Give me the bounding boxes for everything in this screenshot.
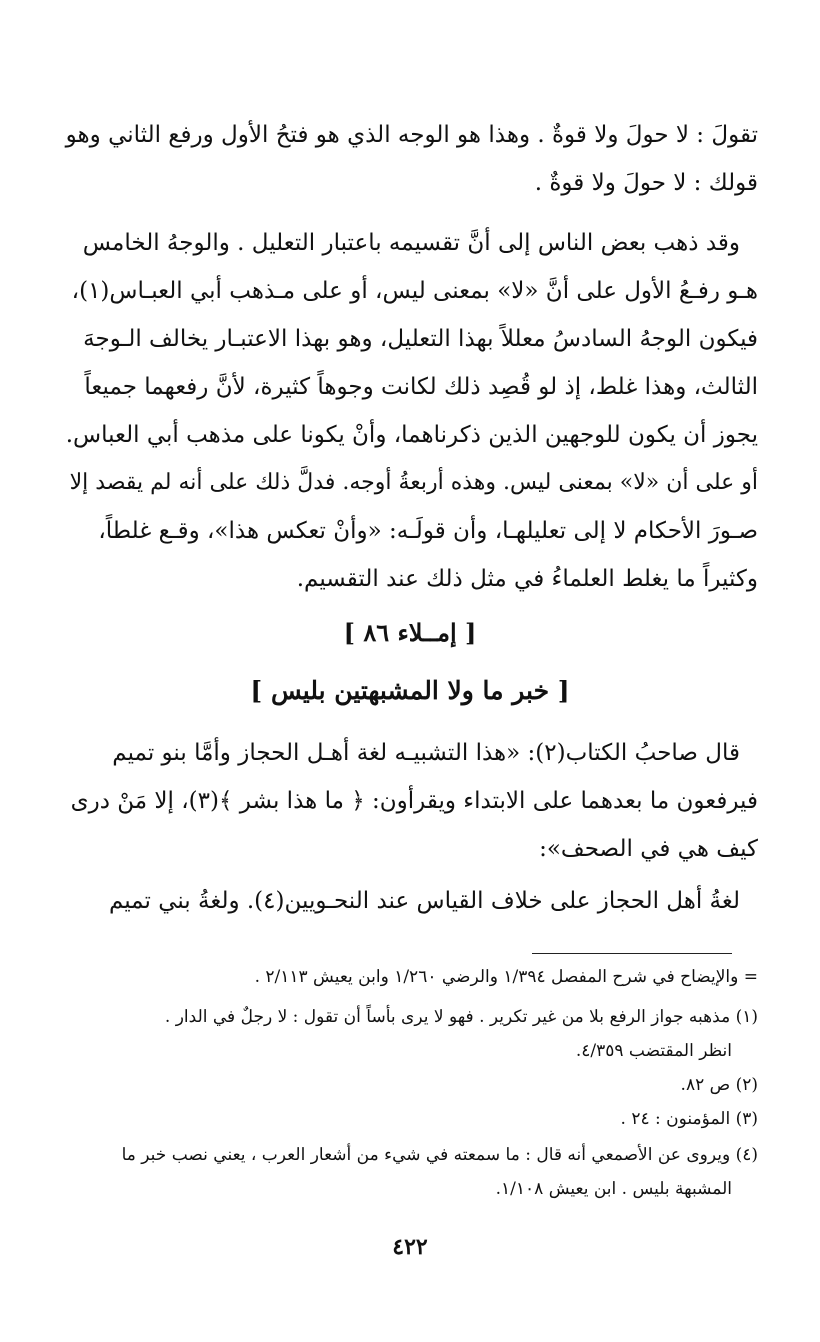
- body-line: الثالث، وهذا غلط، إذ لو قُصِد ذلك لكانت وجوهاً كثيرة، لأنَّ رفعهما جميعاً: [84, 374, 758, 400]
- body-line: هـو رفـعُ الأول على أنَّ «لا» بمعنى ليس، أو على مـذهب أبي العبـاس(١)،: [71, 278, 758, 304]
- body-line: تقولَ : لا حولَ ولا قوةٌ . وهذا هو الوجه الذي هو فتحُ الأول ورفع الثاني وهو: [65, 122, 758, 148]
- footnote-continuation: = والإيضاح في شرح المفصل ١/٣٩٤ والرضي ١/٢٦٠ وابن يعيش ٢/١١٣ .: [254, 967, 758, 987]
- footnote-1-continued: انظر المقتضب ٤/٣٥٩.: [575, 1041, 732, 1061]
- imla-heading: [ إمــلاء ٨٦ ]: [343, 618, 477, 647]
- body-line: وكثيراً ما يغلط العلماءُ في مثل ذلك عند التقسيم.: [296, 566, 758, 592]
- section-heading: [ خبر ما ولا المشبهتين بليس ]: [250, 676, 570, 705]
- footnote-separator: [532, 953, 732, 954]
- footnote-3: (٣) المؤمنون : ٢٤ .: [620, 1109, 758, 1129]
- footnote-2: (٢) ص ٨٢.: [680, 1075, 758, 1095]
- footnote-4-continued: المشبهة بليس . ابن يعيش ١/١٠٨.: [495, 1179, 732, 1199]
- footnote-4: (٤) ويروى عن الأصمعي أنه قال : ما سمعته في شيء من أشعار العرب ، يعني نصب خبر ما: [121, 1145, 758, 1165]
- body-line: فيكون الوجهُ السادسُ معللاً بهذا التعليل، وهو بهذا الاعتبـار يخالف الـوجهَ: [83, 326, 758, 352]
- body-line: لغةُ أهل الحجاز على خلاف القياس عند النحـويين(٤). ولغةُ بني تميم: [108, 888, 740, 914]
- footnote-1: (١) مذهبه جواز الرفع بلا من غير تكرير . فهو لا يرى بأساً أن تقول : لا رجلٌ في الدار .: [164, 1007, 758, 1027]
- body-line: قولك : لا حولَ ولا قوةٌ .: [534, 170, 758, 196]
- body-line: وقد ذهب بعض الناس إلى أنَّ تقسيمه باعتبار التعليل . والوجهُ الخامس: [82, 230, 740, 256]
- page-number: ٤٢٢: [392, 1234, 428, 1260]
- body-line: صـورَ الأحكام لا إلى تعليلهـا، وأن قولَـه: «وأنْ تعكس هذا»، وقـع غلطاً،: [98, 518, 758, 544]
- body-line: قال صاحبُ الكتاب(٢): «هذا التشبيـه لغة أهـل الحجاز وأمَّا بنو تميم: [112, 740, 740, 766]
- body-line: يجوز أن يكون للوجهين الذين ذكرناهما، وأنْ يكونا على مذهب أبي العباس.: [65, 422, 758, 448]
- body-line: كيف هي في الصحف»:: [539, 836, 758, 862]
- body-line: أو على أن «لا» بمعنى ليس. وهذه أربعةُ أوجه. فدلَّ ذلك على أنه لم يقصد إلا: [69, 470, 758, 495]
- body-line: فيرفعون ما بعدهما على الابتداء ويقرأون: ﴿ ما هذا بشر ﴾(٣)، إلا مَنْ درى: [70, 788, 758, 814]
